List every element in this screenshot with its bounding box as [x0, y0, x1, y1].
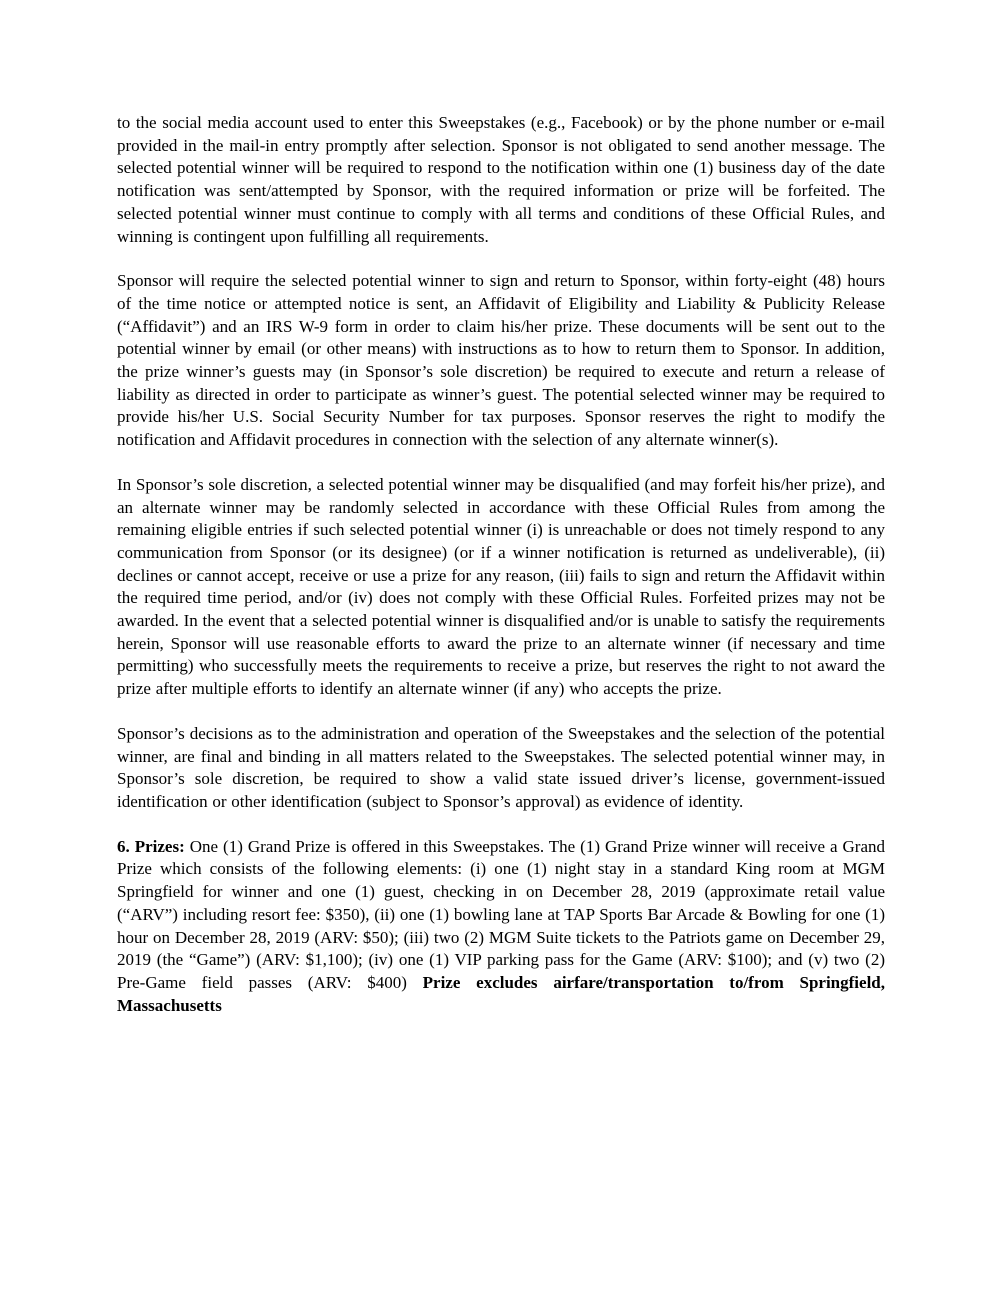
paragraph-affidavit-requirements — [117, 270, 885, 452]
paragraph-text: to the social media account used to enter this Sweepstakes (e.g., Facebook) or by the phone number or e-mail provided in the mail-in entry promptly after selection. Sponsor is not obligated to send another message. The selected potential winner will be required to respond to the notification within one (1) business day of the date notification was sent/attempted by Sponsor, with the required information or prize will be forfeited. The selected potential winner must continue to comply with all terms and conditions of these Official Rules, and winning is contingent upon fulfilling all requirements. — [117, 113, 885, 246]
paragraph-prizes — [117, 836, 885, 1018]
paragraph-text: Sponsor will require the selected potential winner to sign and return to Sponsor, within forty-eight (48) hours of the time notice or attempted notice is sent, an Affidavit of Eligibility and Liability & Publicity Release (“Affidavit”) and an IRS W-9 form in order to claim his/her prize. These documents will be sent out to the potential winner by email (or other means) with instructions as to how to return them to Sponsor. In addition, the prize winner’s guests may (in Sponsor’s sole discretion) be required to execute and return a release of liability as directed in order to participate as winner’s guest. The potential selected winner may be required to provide his/her U.S. Social Security Number for tax purposes. Sponsor reserves the right to modify the notification and Affidavit procedures in connection with the selection of any alternate winner(s). — [117, 271, 885, 450]
paragraph-winner-notification — [117, 112, 885, 248]
prizes-body-text: One (1) Grand Prize is offered in this Sweepstakes. The (1) Grand Prize winner will receive a Grand Prize which consists of the following elements: (i) one (1) night stay in a standard King room at MGM Springfield for winner and one (1) guest, checking in on December 28, 2019 (approximate retail value (“ARV”) including resort fee: $350), (ii) one (1) bowling lane at TAP Sports Bar Arcade & Bowling for one (1) hour on December 28, 2019 (ARV: $50); (iii) two (2) MGM Suite tickets to the Patriots game on December 29, 2019 (the “Game”) (ARV: $1,100); (iv) one (1) VIP parking pass for the Game (ARV: $100); and (v) two (2) Pre-Game field passes (ARV: $400) — [117, 836, 886, 992]
document-page — [117, 112, 885, 1039]
paragraph-text: Sponsor’s decisions as to the administration and operation of the Sweepstakes and the selection of the potential winner, are final and binding in all matters related to the Sweepstakes. The selected potential winner may, in Sponsor’s sole discretion, be required to show a valid state issued driver’s license, government-issued identification or other identification (subject to Sponsor’s approval) as evidence of identity. — [117, 723, 885, 811]
paragraph-text: In Sponsor’s sole discretion, a selected potential winner may be disqualified (and may forfeit his/her prize), and an alternate winner may be randomly selected in accordance with these Official Rules from among the remaining eligible entries if such selected potential winner (i) is unreachable or does not timely respond to any communication from Sponsor (or its designee) (or if a winner notification is returned as undeliverable), (ii) declines or cannot accept, receive or use a prize for any reason, (iii) fails to sign and return the Affidavit within the required time period, and/or (iv) does not comply with these Official Rules. Forfeited prizes may not be awarded. In the event that a selected potential winner is disqualified and/or is unable to satisfy the requirements herein, Sponsor will use reasonable efforts to award the prize to an alternate winner (if necessary and time permitting) who successfully meets the requirements to receive a prize, but reserves the right to not award the prize after multiple efforts to identify an alternate winner (if any) who accepts the prize. — [117, 474, 885, 699]
paragraph-sponsor-decisions — [117, 723, 885, 814]
paragraph-disqualification — [117, 474, 885, 701]
prizes-exclusion-note: Prize excludes airfare/transportation to/from Springfield, Massachusetts — [117, 972, 885, 1015]
prizes-section-heading: 6. Prizes: — [117, 836, 185, 856]
